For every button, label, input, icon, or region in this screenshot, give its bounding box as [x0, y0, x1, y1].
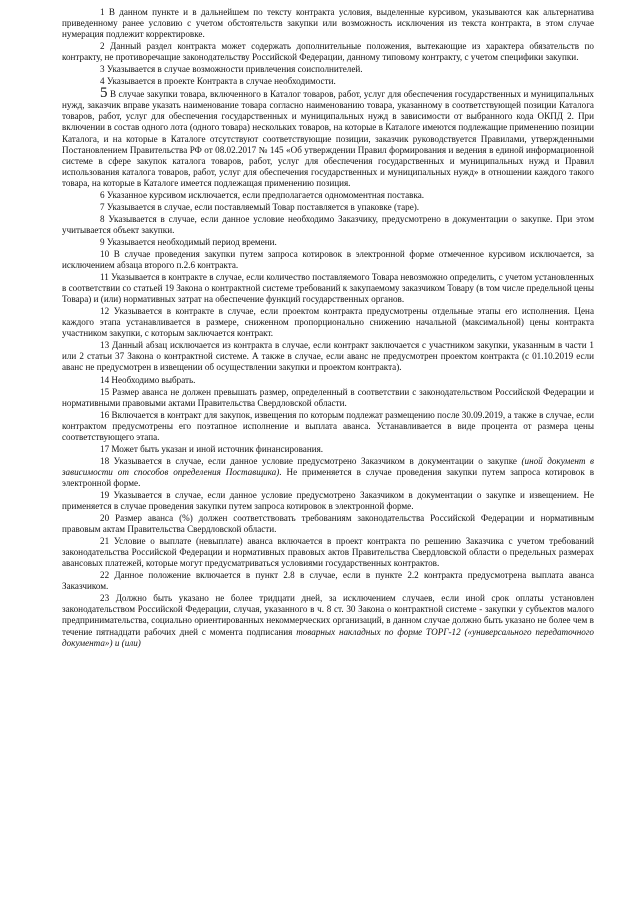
footnote-text: Указывается в случае, если данное условие необходимо Заказчику, предусмотрено в документации о закупке. При этом учитывается объект закупки. — [62, 213, 594, 235]
footnote-number: 3 — [100, 64, 105, 75]
footnote-text: Данное положение включается в пункт 2.8 в случае, если в пункте 2.2 контракта предусмотрена выплата аванса Заказчиком. — [62, 570, 594, 592]
footnote-1 — [62, 7, 594, 40]
footnote-5 — [62, 85, 594, 188]
footnote-text: Указывается в контракте в случае, если проектом контракта предусмотрены отдельные этапы его исполнения. Цена каждого этапа устанавливается в размере, сниженном пропорционально снижению начальной (максимальной) цены контракта участником закупки, с которым заключается контракт. — [62, 306, 594, 339]
footnote-number: 16 — [100, 409, 110, 420]
footnote-text: Указывается в случае, если данное условие предусмотрено Заказчиком в документации о закупке — [109, 455, 522, 466]
footnote-11 — [62, 272, 594, 305]
footnote-text: Размер аванса не должен превышать размер, определенный в соответствии с законодательством Российской Федерации и нормативными правовыми актами Правительства Свердловской области. — [62, 386, 594, 408]
footnote-12 — [62, 306, 594, 339]
footnote-number: 2 — [100, 41, 105, 52]
footnote-16 — [62, 410, 594, 443]
footnote-number: 13 — [100, 340, 110, 351]
footnote-number: 5 — [100, 85, 108, 102]
footnote-text: В случае проведения закупки путем запроса котировок в электронной форме отмеченное курсивом исключается, за исключением абзаца второго п.2.6 контракта. — [62, 248, 594, 271]
footnote-text: Указывается в случае, если данное условие предусмотрено Заказчиком в документации о закупке и извещением. Не применяется в случае проведения закупки путем запроса котировок в электронной форме. — [62, 489, 594, 512]
footnote-6 — [62, 190, 594, 201]
footnote-number: 6 — [100, 189, 105, 200]
footnote-text: Данный абзац исключается из контракта в случае, если контракт заключается с участником закупки, указанным в части 1 или 2 статьи 37 Закона о контрактной системе. А также в случае, если аванс не предусмотрен проектом контракта (с 01.10.2019 если аванс не предусмотрен в извещении об осуществлении закупки и проектом контракта). — [62, 340, 594, 373]
footnote-10 — [62, 249, 594, 271]
footnote-number: 9 — [100, 236, 105, 247]
footnote-3 — [62, 64, 594, 75]
footnote-7 — [62, 202, 594, 213]
footnote-text: Должно быть указано не более тридцати дней, за исключением случаев, если иной срок оплаты установлен законодательством Российской Федерации, случая, указанного в ч. 8 ст. 30 Закона о контрактной системе - закупки у субъектов малого предпринимательства, социально ориентированных некоммерческих организаций, в данном случае должно быть указано не более чем в течение пятнадцати рабочих дней с момента подписания — [62, 593, 594, 637]
footnote-italic-text: товарных накладных по форме ТОРГ-12 («универсального передаточного документа») и (или) — [62, 626, 594, 648]
footnote-number: 22 — [100, 570, 110, 581]
footnote-number: 21 — [100, 536, 110, 547]
footnote-italic-text: (иной документ в зависимости от способов определения Поставщика) — [62, 455, 594, 477]
footnote-text: Может быть указан и иной источник финансирования. — [109, 443, 324, 454]
footnote-number: 4 — [100, 76, 105, 87]
footnote-22 — [62, 570, 594, 592]
footnote-text: Условие о выплате (невыплате) аванса включается в проект контракта по решению Заказчика с учетом требований законодательства Российской Федерации и нормативных правовых актов Правительства Свердловской области о предельных размерах авансовых платежей, которые могут предусматриваться условиями государственных контрактов. — [62, 536, 594, 569]
footnote-21 — [62, 536, 594, 569]
footnote-20 — [62, 513, 594, 535]
footnote-4 — [62, 76, 594, 87]
footnote-18 — [62, 456, 594, 489]
footnote-19 — [62, 490, 594, 512]
footnote-23 — [62, 593, 594, 648]
footnote-number: 18 — [100, 455, 110, 466]
footnote-number: 23 — [100, 593, 110, 604]
footnote-8 — [62, 214, 594, 236]
footnote-text: Необходимо выбрать. — [109, 374, 196, 385]
footnote-text: Указывается в проекте Контракта в случае необходимости. — [104, 76, 336, 87]
footnote-number: 17 — [100, 443, 110, 454]
footnote-text: Включается в контракт для закупок, извещения по которым подлежат размещению после 30.09.2019, а также в случае, если контрактом предусмотрены его поэтапное исполнение и выплата аванса. Устанавливается в виде процента от размера цены соответствующего этапа. — [62, 409, 594, 442]
footnote-text: Указывается в случае возможности привлечения соисполнителей. — [104, 64, 363, 75]
footnote-number: 8 — [100, 213, 105, 224]
footnote-number: 10 — [100, 248, 110, 259]
footnote-number: 15 — [100, 386, 110, 397]
footnote-13 — [62, 340, 594, 373]
footnote-number: 19 — [100, 489, 110, 500]
footnote-15 — [62, 387, 594, 409]
footnote-text: Размер аванса (%) должен соответствовать требованиям законодательства Российской Федерации и нормативным правовым актам Правительства Свердловской области. — [62, 513, 594, 535]
footnote-17 — [62, 444, 594, 455]
footnote-number: 11 — [100, 272, 109, 283]
footnote-text: Указывается необходимый период времени. — [104, 236, 277, 247]
footnote-text: . Не применяется в случае проведения закупки путем запроса котировок в электронной форме. — [62, 466, 594, 488]
footnote-text: Данный раздел контракта может содержать дополнительные положения, вытекающие из характера обязательств по контракту, не противоречащие законодательству Российской Федерации, данному типовому контракту, с учетом специфики закупки. — [62, 41, 594, 63]
footnote-number: 1 — [100, 7, 105, 17]
footnote-2 — [62, 41, 594, 63]
footnote-text: В случае закупки товара, включенного в Каталог товаров, работ, услуг для обеспечения государственных и муниципальных нужд, заказчик вправе указать наименование товара согласно наименованию товара, указанному в соответствующей позиции Каталога товаров, работ, услуг для обеспечения государственных и муниципальных нужд в зависимости от выбранного кода ОКПД 2. При включении в состав одного лота (одного товара) нескольких товаров, на которые в Каталоге имеются подлежащие применению позиции Каталога, и на которые в Каталоге отсутствуют соответствующие позиции, заказчик руководствуется Правилами, утвержденными Постановлением Правительства РФ от 08.02.2017 № 145 «Об утверждении Правил формирования и ведения в единой информационной системе в сфере закупок каталога товаров, работ, услуг для обеспечения государственных и муниципальных нужд и Правил использования каталога товаров, работ, услуг для обеспечения государственных и муниципальных нужд» в отношении каждого такого товара, на которые в Каталоге имеется подлежащая применению позиция. — [62, 89, 594, 188]
footnote-14 — [62, 375, 594, 386]
footnote-text: Указанное курсивом исключается, если предполагается одномоментная поставка. — [104, 189, 425, 200]
footnote-text: Указывается в контракте в случае, если количество поставляемого Товара невозможно определить, с учетом установленных в соответствии со статьей 19 Закона о контрактной системе требований к закупаемому заказчиком Товару (в том числе предельной цены Товара) и (или) нормативных затрат на обеспечение функций государственных органов. — [62, 272, 594, 305]
footnote-number: 12 — [100, 306, 110, 317]
footnote-text: В данном пункте и в дальнейшем по тексту контракта условия, выделенные курсивом, указываются как альтернатива приведенному ранее условию с учетом обстоятельств закупки или возможность исключения из текста контракта, в этом случае нумерация подлежит корректировке. — [62, 7, 594, 40]
footnote-number: 7 — [100, 201, 105, 212]
footnote-number: 14 — [100, 374, 110, 385]
footnote-number: 20 — [100, 513, 110, 524]
footnote-text: Указывается в случае, если поставляемый Товар поставляется в упаковке (таре). — [104, 201, 420, 212]
footnote-9 — [62, 237, 594, 248]
